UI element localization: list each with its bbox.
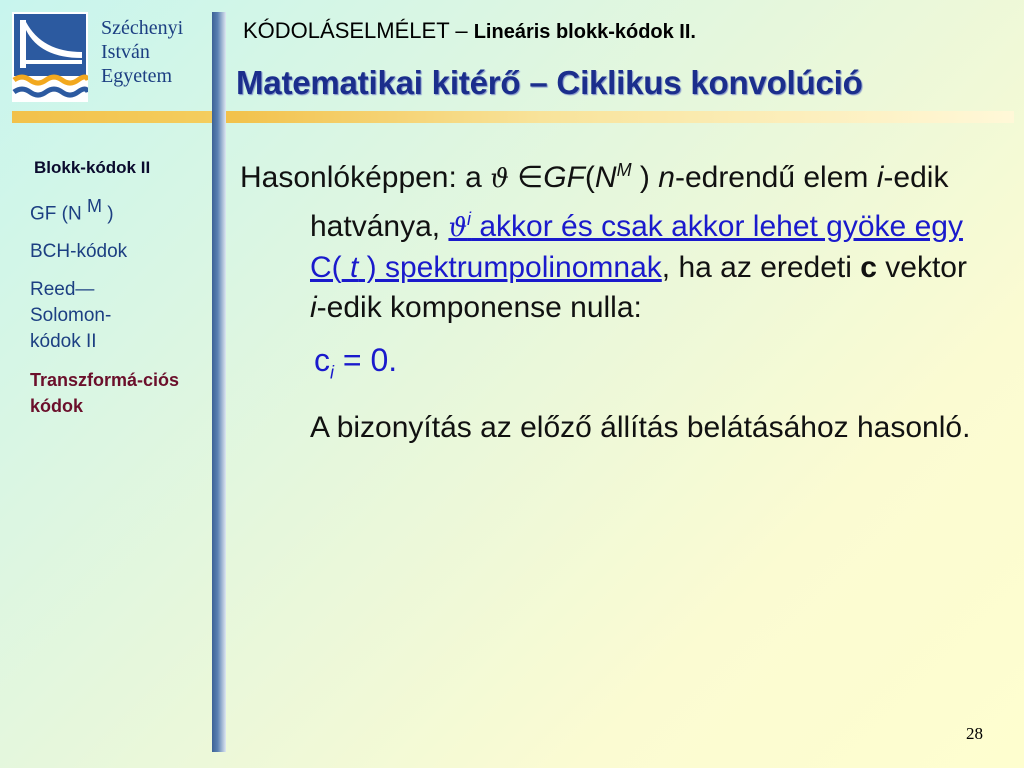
n-word: n <box>649 161 675 194</box>
sidebar-item-gf-sup: M <box>87 196 102 216</box>
slide-content <box>240 150 980 448</box>
course-name: KÓDOLÁSELMÉLET – <box>243 18 474 43</box>
text-segment: vektor <box>876 251 967 284</box>
link-i-superscript: i <box>467 209 472 229</box>
formula-c: c <box>314 342 330 378</box>
page-number: 28 <box>966 724 983 743</box>
sidebar-item-gf-label: GF (N <box>30 203 82 225</box>
proof-paragraph: A bizonyítás az előző állítás belátásához hasonló. <box>310 411 971 445</box>
course-title <box>243 18 696 44</box>
link-t-symbol: t <box>341 251 359 284</box>
link-theta-symbol: ϑ <box>448 213 468 243</box>
main-paragraph <box>240 150 980 328</box>
sidebar-item-gf-suffix: ) <box>102 203 114 225</box>
paren-close: ) <box>631 161 650 194</box>
text-segment: -edrendű elem <box>674 161 877 194</box>
c-bold-symbol: c <box>860 251 877 284</box>
paren-open: ( <box>584 161 595 194</box>
slide-title: Matematikai kitérő – Ciklikus konvolúció <box>236 64 863 101</box>
n-symbol: N <box>594 161 617 194</box>
university-line-3: Egyetem <box>101 65 173 87</box>
link-text-a: akkor és csak akkor lehet gyöke egy C( <box>310 210 963 284</box>
m-superscript: M <box>616 160 632 180</box>
link-text-b: ) spektrumpolinomnak <box>358 251 662 284</box>
formula-rest: = 0. <box>334 342 398 378</box>
element-of-symbol: ∈ <box>508 161 544 194</box>
course-subtitle: Lineáris blokk-kódok II. <box>473 21 696 43</box>
sidebar-item-transzformacios[interactable]: Transzformá-ciós kódok <box>30 370 180 417</box>
text-segment: -edik hatványa, <box>310 161 949 243</box>
sidebar-item-gf[interactable] <box>30 193 208 227</box>
sidebar-item-reed-solomon[interactable]: Reed—Solomon-kódok II <box>30 279 112 353</box>
formula-i: i <box>330 362 334 383</box>
university-name <box>101 16 183 88</box>
text-segment: -edik komponense nulla: <box>316 291 642 324</box>
text-segment: , ha az eredeti <box>661 251 861 284</box>
formula <box>314 340 980 392</box>
i-symbol: i <box>310 291 317 324</box>
header-divider-left <box>12 111 212 123</box>
sidebar-item-blokk-kodok[interactable]: Blokk-kódok II <box>34 158 151 177</box>
vertical-divider <box>212 12 226 752</box>
sidebar-nav <box>30 155 208 431</box>
university-line-2: István <box>101 41 150 63</box>
sidebar-item-bch-kodok[interactable]: BCH-kódok <box>30 241 128 263</box>
header-divider-right <box>226 111 1014 123</box>
university-logo-icon <box>12 12 88 102</box>
theta-symbol: ϑ <box>490 164 509 194</box>
i-symbol: i <box>876 161 884 194</box>
university-line-1: Széchenyi <box>101 17 184 39</box>
text-segment: Hasonlóképpen: a <box>240 161 491 194</box>
gf-symbol: GF <box>543 161 585 194</box>
